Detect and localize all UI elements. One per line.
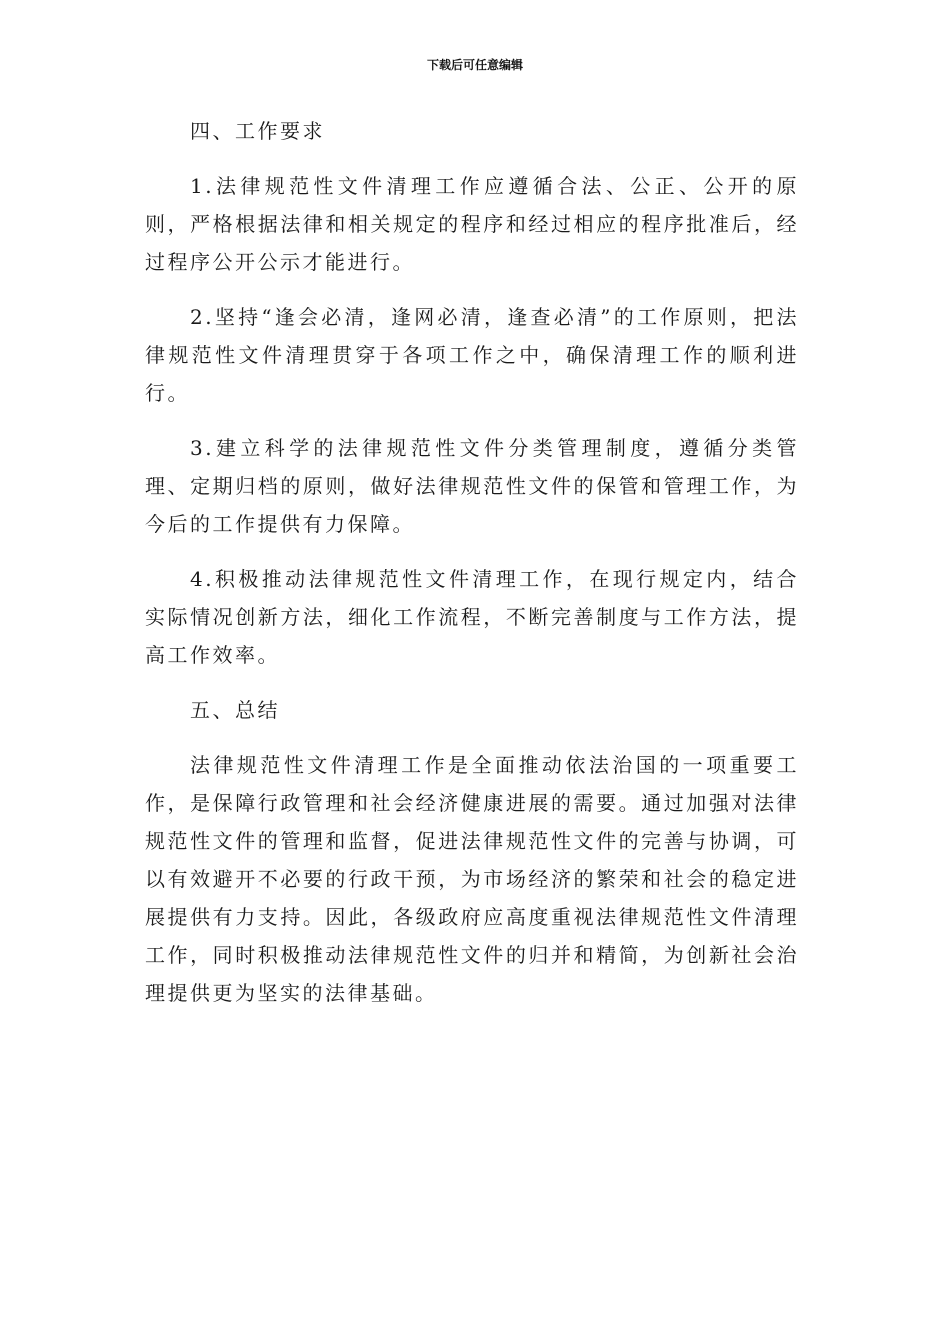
requirement-paragraph-3: 3.建立科学的法律规范性文件分类管理制度，遵循分类管理、定期归档的原则，做好法律规范性文件的保管和管理工作，为今后的工作提供有力保障。	[145, 436, 799, 536]
summary-paragraph: 法律规范性文件清理工作是全面推动依法治国的一项重要工作，是保障行政管理和社会经济健康进展的需要。通过加强对法律规范性文件的管理和监督，促进法律规范性文件的完善与协调，可以有效避开不必要的行政干预，为市场经济的繁荣和社会的稳定进展提供有力支持。因此，各级政府应高度重视法律规范性文件清理工作，同时积极推动法律规范性文件的归并和精简，为创新社会治理提供更为坚实的法律基础。	[145, 753, 799, 1005]
section-heading-summary: 五、总结	[190, 698, 280, 722]
requirement-paragraph-2: 2.坚持“逢会必清，逢网必清，逢查必清”的工作原则，把法律规范性文件清理贯穿于各项工作之中，确保清理工作的顺利进行。	[145, 305, 799, 405]
requirement-paragraph-1: 1.法律规范性文件清理工作应遵循合法、公正、公开的原则，严格根据法律和相关规定的程序和经过相应的程序批准后，经过程序公开公示才能进行。	[145, 174, 799, 274]
document-body	[145, 112, 799, 1029]
requirement-paragraph-4: 4.积极推动法律规范性文件清理工作，在现行规定内，结合实际情况创新方法，细化工作流程，不断完善制度与工作方法，提高工作效率。	[145, 567, 799, 667]
section-heading-requirements: 四、工作要求	[190, 119, 325, 143]
page-header: 下载后可任意编辑	[426, 58, 523, 72]
